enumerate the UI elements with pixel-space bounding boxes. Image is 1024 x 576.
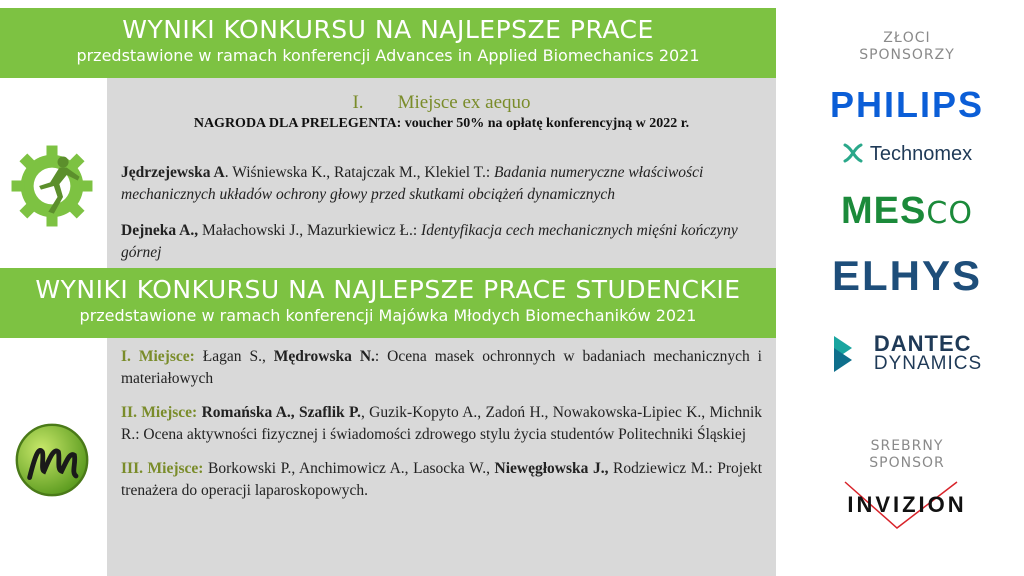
student-result-entry [107,458,776,502]
highlighted-author: Romańska A., Szaflik P. [201,404,361,421]
dantec-logo [790,331,1024,379]
technomex-mark-icon [842,142,864,164]
dantec-text: DANTEC [873,331,972,356]
dynamics-text: DYNAMICS [873,353,983,374]
student-result-entry [107,402,776,446]
results-panel-students [107,338,776,576]
section1-title: WYNIKI KONKURSU NA NAJLEPSZE PRACE [122,15,654,44]
paper-title: Badania numeryczne właściwości mechanicznych układów ochrony głowy przed skutkami obciążeń dynamicznych [121,164,704,203]
mesco-logo [790,190,1024,233]
silver-label-line2: SPONSOR [869,455,945,471]
header-banner-main [0,8,776,78]
result-entry [107,220,776,264]
prize-text: NAGRODA DLA PRELEGENTA: voucher 50% na opłatę konferencyjną w 2022 r. [193,116,690,131]
mesco-text-suffix: CO [926,196,973,231]
authors-text: Borkowski P., Anchimowicz A., Lasocka W., [203,460,495,477]
silver-label-line1: SREBRNY [870,438,944,454]
mmb-logo [12,420,92,500]
paper-text: : Ocena masek ochronnych w badaniach mechanicznych i materiałowych [121,348,762,387]
paper-text: , Guzik-Kopyto A., Zadoń H., Nowakowska-Lipiec K., Michnik R.: Ocena aktywności fizycznej i świadomości zdrowego stylu życia studentów Politechniki Śląskiej [121,404,763,443]
place-label: I. Miejsce: [121,348,195,365]
place-number: I. [352,92,364,113]
section1-subtitle: przedstawione w ramach konferencji Advances in Applied Biomechanics 2021 [76,46,700,65]
invizion-text: INVIZION [847,492,967,517]
place-label: III. Miejsce: [121,460,204,477]
place-label: Miejsce ex aequo [397,92,531,113]
result-entry [107,162,776,206]
place-heading [107,92,776,114]
place-label: II. Miejsce: [121,404,198,421]
paper-title: Identyfikacja cech mechanicznych mięśni kończyny górnej [121,222,738,261]
gold-label-line2: SPONSORZY [859,47,955,63]
section2-title: WYNIKI KONKURSU NA NAJLEPSZE PRACE STUDENCKIE [35,275,741,304]
dantec-mark-icon [832,334,868,374]
student-result-entry [107,346,776,390]
lead-author: Dejneka A., [121,222,199,239]
elhys-logo: ELHYS [831,252,983,299]
sponsors-sidebar [790,0,1024,576]
silver-sponsor-label [790,438,1024,472]
highlighted-author: Mędrowska N. [273,348,375,365]
technomex-text: Technomex [869,143,973,165]
authors-text: Łagan S., [194,348,274,365]
highlighted-author: Niewęgłowska J., [494,460,609,477]
gold-label-line1: ZŁOCI [883,30,931,46]
co-authors: . Wiśniewska K., Ratajczak M., Klekiel T.: [224,164,495,181]
invizion-logo [790,492,1024,518]
paper-text: Rodziewicz M.: Projekt trenażera do operacji laparoskopowych. [121,460,763,499]
lead-author: Jędrzejewska A [121,164,225,181]
results-panel-main [107,78,776,268]
gold-sponsors-label [790,30,1024,64]
philips-logo: PHILIPS [829,84,985,125]
technomex-logo [790,142,1024,166]
co-authors: Małachowski J., Mazurkiewicz Ł.: [198,222,422,239]
section2-subtitle: przedstawione w ramach konferencji Majówka Młodych Biomechaników 2021 [79,306,697,325]
biomechanics-gear-logo [6,140,98,232]
header-banner-students [0,268,776,338]
mesco-text-main: MES [841,190,927,232]
